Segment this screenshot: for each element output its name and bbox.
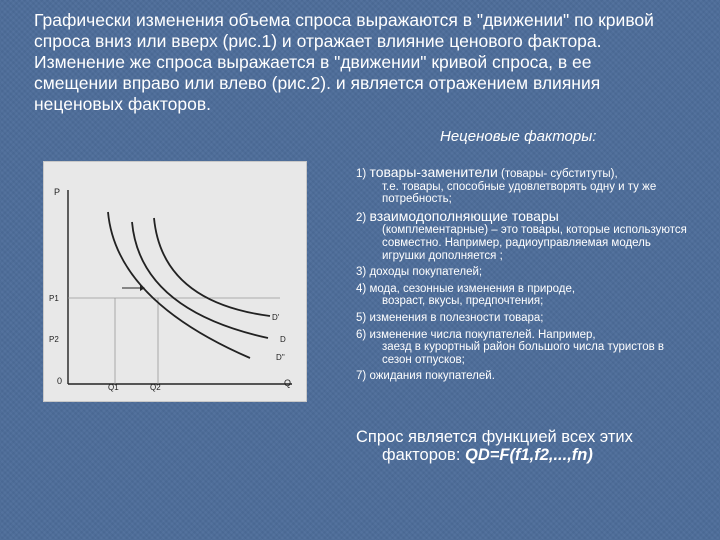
item-number: 1)	[356, 168, 367, 180]
item-lead: товары-заменители	[369, 164, 498, 180]
item-lead-rest: изменение числа покупателей. Например,	[369, 328, 596, 341]
demand-curve-d2	[108, 212, 250, 358]
nonprice-factors-heading: Неценовые факторы:	[440, 128, 597, 145]
p2-label: P2	[49, 335, 59, 344]
intro-paragraph	[34, 10, 694, 115]
curve-label-d2: D''	[276, 353, 285, 362]
axis-label-q: Q	[284, 378, 292, 388]
summary-line: Спрос является функцией всех этих	[356, 428, 633, 446]
item-lead-rest: доходы покупателей;	[369, 266, 483, 279]
item-lead-rest: изменения в полезности товара;	[369, 311, 544, 324]
intro-line: смещении вправо или влево (рис.2). и является отражением влияния	[34, 73, 601, 93]
intro-line: Графически изменения объема спроса выражаются в "движении" по кривой	[34, 10, 654, 30]
item-number: 6)	[356, 328, 367, 341]
curve-label-d1: D'	[272, 313, 280, 322]
item-number: 5)	[356, 311, 367, 324]
origin-label: 0	[57, 376, 63, 386]
demand-curve-d	[132, 222, 268, 338]
list-item	[356, 329, 696, 367]
q1-label: Q1	[108, 383, 119, 392]
q2-label: Q2	[150, 383, 161, 392]
item-detail: (комплементарные) – это товары, которые используются совместно. Например, радиоуправляемая модель игрушки дополняется ;	[382, 224, 687, 262]
demand-formula: QD=F(f1,f2,...,fn)	[465, 446, 593, 464]
list-item	[356, 266, 696, 279]
list-item	[356, 312, 696, 325]
item-lead: взаимодополняющие товары	[369, 207, 559, 224]
axis-label-p: P	[54, 187, 61, 197]
intro-line: Изменение же спроса выражается в "движении" кривой спроса, в ее	[34, 52, 592, 72]
list-item	[356, 207, 696, 262]
p1-label: P1	[49, 294, 59, 303]
list-item	[356, 283, 696, 308]
item-lead-rest: ожидания покупателей.	[369, 370, 495, 383]
list-item	[356, 166, 696, 206]
item-detail: заезд в курортный район большого числа туристов в сезон отпусков;	[382, 341, 665, 366]
item-number: 3)	[356, 266, 367, 279]
curve-label-d: D	[280, 335, 286, 344]
item-number: 4)	[356, 282, 367, 295]
item-number: 2)	[356, 211, 367, 224]
item-lead-rest: (товары- субституты),	[497, 168, 618, 180]
list-item	[356, 370, 696, 383]
item-number: 7)	[356, 370, 367, 383]
intro-line: спроса вниз или вверх (рис.1) и отражает влияние ценового фактора.	[34, 31, 602, 51]
summary-prefix: факторов:	[382, 446, 465, 464]
item-detail: возраст, вкусы, предпочтения;	[382, 295, 544, 308]
nonprice-factors-list	[356, 166, 696, 387]
intro-line: неценовых факторов.	[34, 94, 211, 114]
item-lead-rest: мода, сезонные изменения в природе,	[369, 282, 576, 295]
demand-curve-d1	[154, 218, 270, 316]
demand-shift-diagram	[43, 161, 307, 402]
demand-function-summary	[356, 428, 676, 464]
demand-diagram-svg	[44, 162, 306, 401]
item-detail: т.е. товары, способные удовлетворять одну и ту же потребность;	[382, 180, 657, 206]
